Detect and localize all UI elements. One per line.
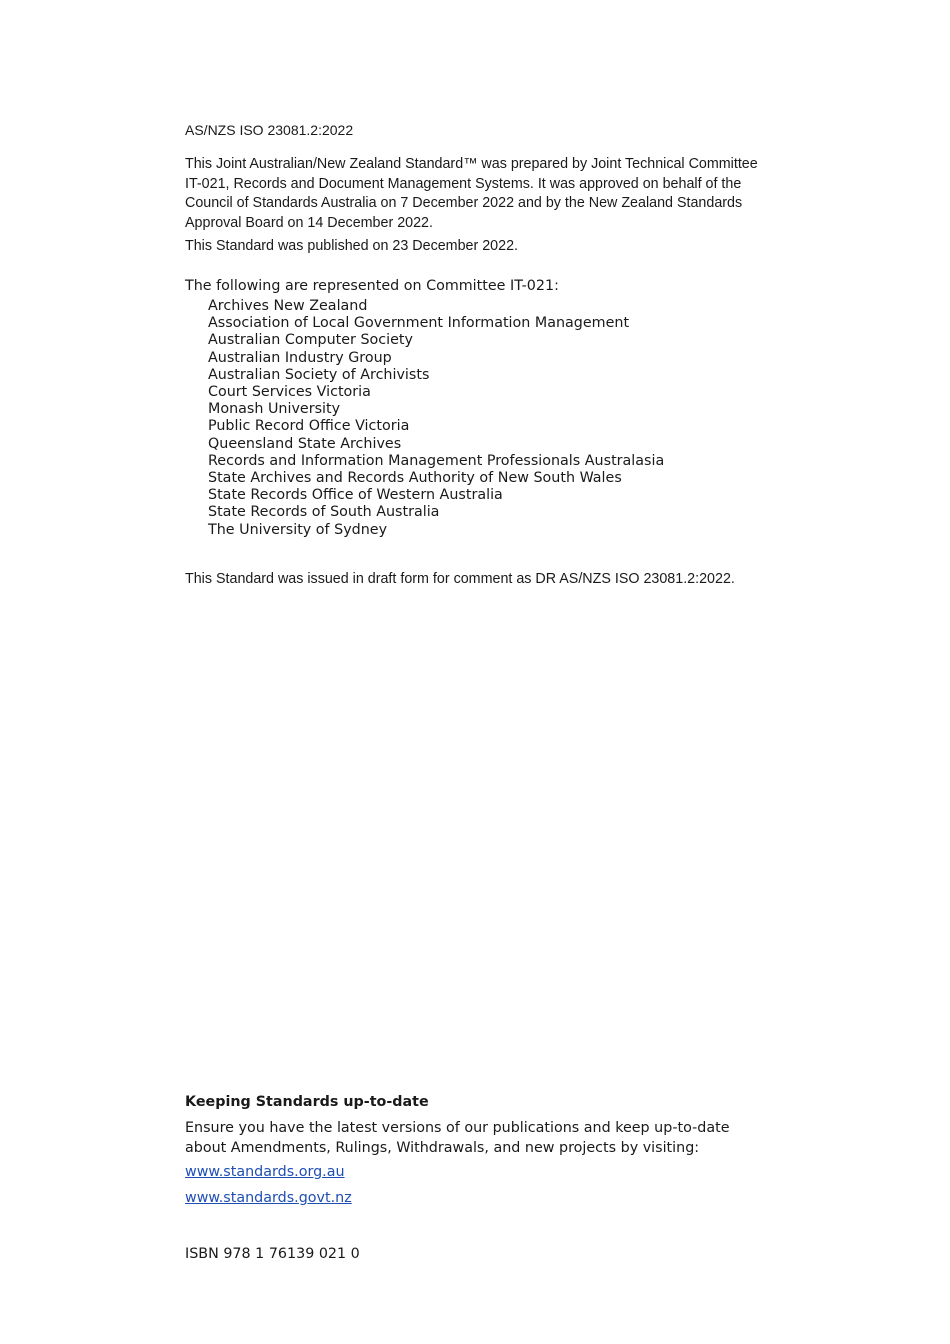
intro-paragraph: This Joint Australian/New Zealand Standard™ was prepared by Joint Technical Committee IT-021, Records and Document Management Systems. It was approved on behalf of the Council of Standards Australia on 7 December 2022 and by the New Zealand Standards Approval Board on 14 December 2022. xyxy=(185,156,758,231)
committee-member: The University of Sydney xyxy=(208,521,388,538)
committee-member: Public Record Office Victoria xyxy=(208,418,410,435)
committee-member: Archives New Zealand xyxy=(208,298,368,314)
committee-member-list xyxy=(208,298,664,539)
isbn: ISBN 978 1 76139 021 0 xyxy=(185,1246,360,1262)
committee-member: Association of Local Government Information Management xyxy=(208,315,630,332)
publication-date-note: This Standard was published on 23 December 2022. xyxy=(185,238,519,254)
committee-member: State Archives and Records Authority of New South Wales xyxy=(208,470,622,487)
keeping-up-to-date-heading: Keeping Standards up-to-date xyxy=(185,1094,429,1110)
committee-member: Monash University xyxy=(208,401,341,418)
committee-member: Australian Society of Archivists xyxy=(208,366,430,383)
committee-member: Records and Information Management Professionals Australasia xyxy=(208,452,665,469)
committee-member: Queensland State Archives xyxy=(208,435,402,452)
draft-note: This Standard was issued in draft form for comment as DR AS/NZS ISO 23081.2:2022. xyxy=(185,571,735,587)
document-identifier: AS/NZS ISO 23081.2:2022 xyxy=(185,122,354,138)
keeping-up-to-date-text: Ensure you have the latest versions of our publications and keep up-to-date about Amendments, Rulings, Withdrawals, and new projects by visiting: xyxy=(185,1120,730,1156)
committee-member: Australian Computer Society xyxy=(208,332,413,349)
committee-member: Australian Industry Group xyxy=(208,349,392,366)
committee-heading: The following are represented on Committee IT-021: xyxy=(185,278,559,294)
committee-member: Court Services Victoria xyxy=(208,384,371,401)
committee-member: State Records of South Australia xyxy=(208,504,440,521)
committee-member: State Records Office of Western Australia xyxy=(208,487,503,504)
standards-australia-link[interactable]: www.standards.org.au xyxy=(185,1164,345,1180)
standards-nz-link[interactable]: www.standards.govt.nz xyxy=(185,1190,352,1206)
